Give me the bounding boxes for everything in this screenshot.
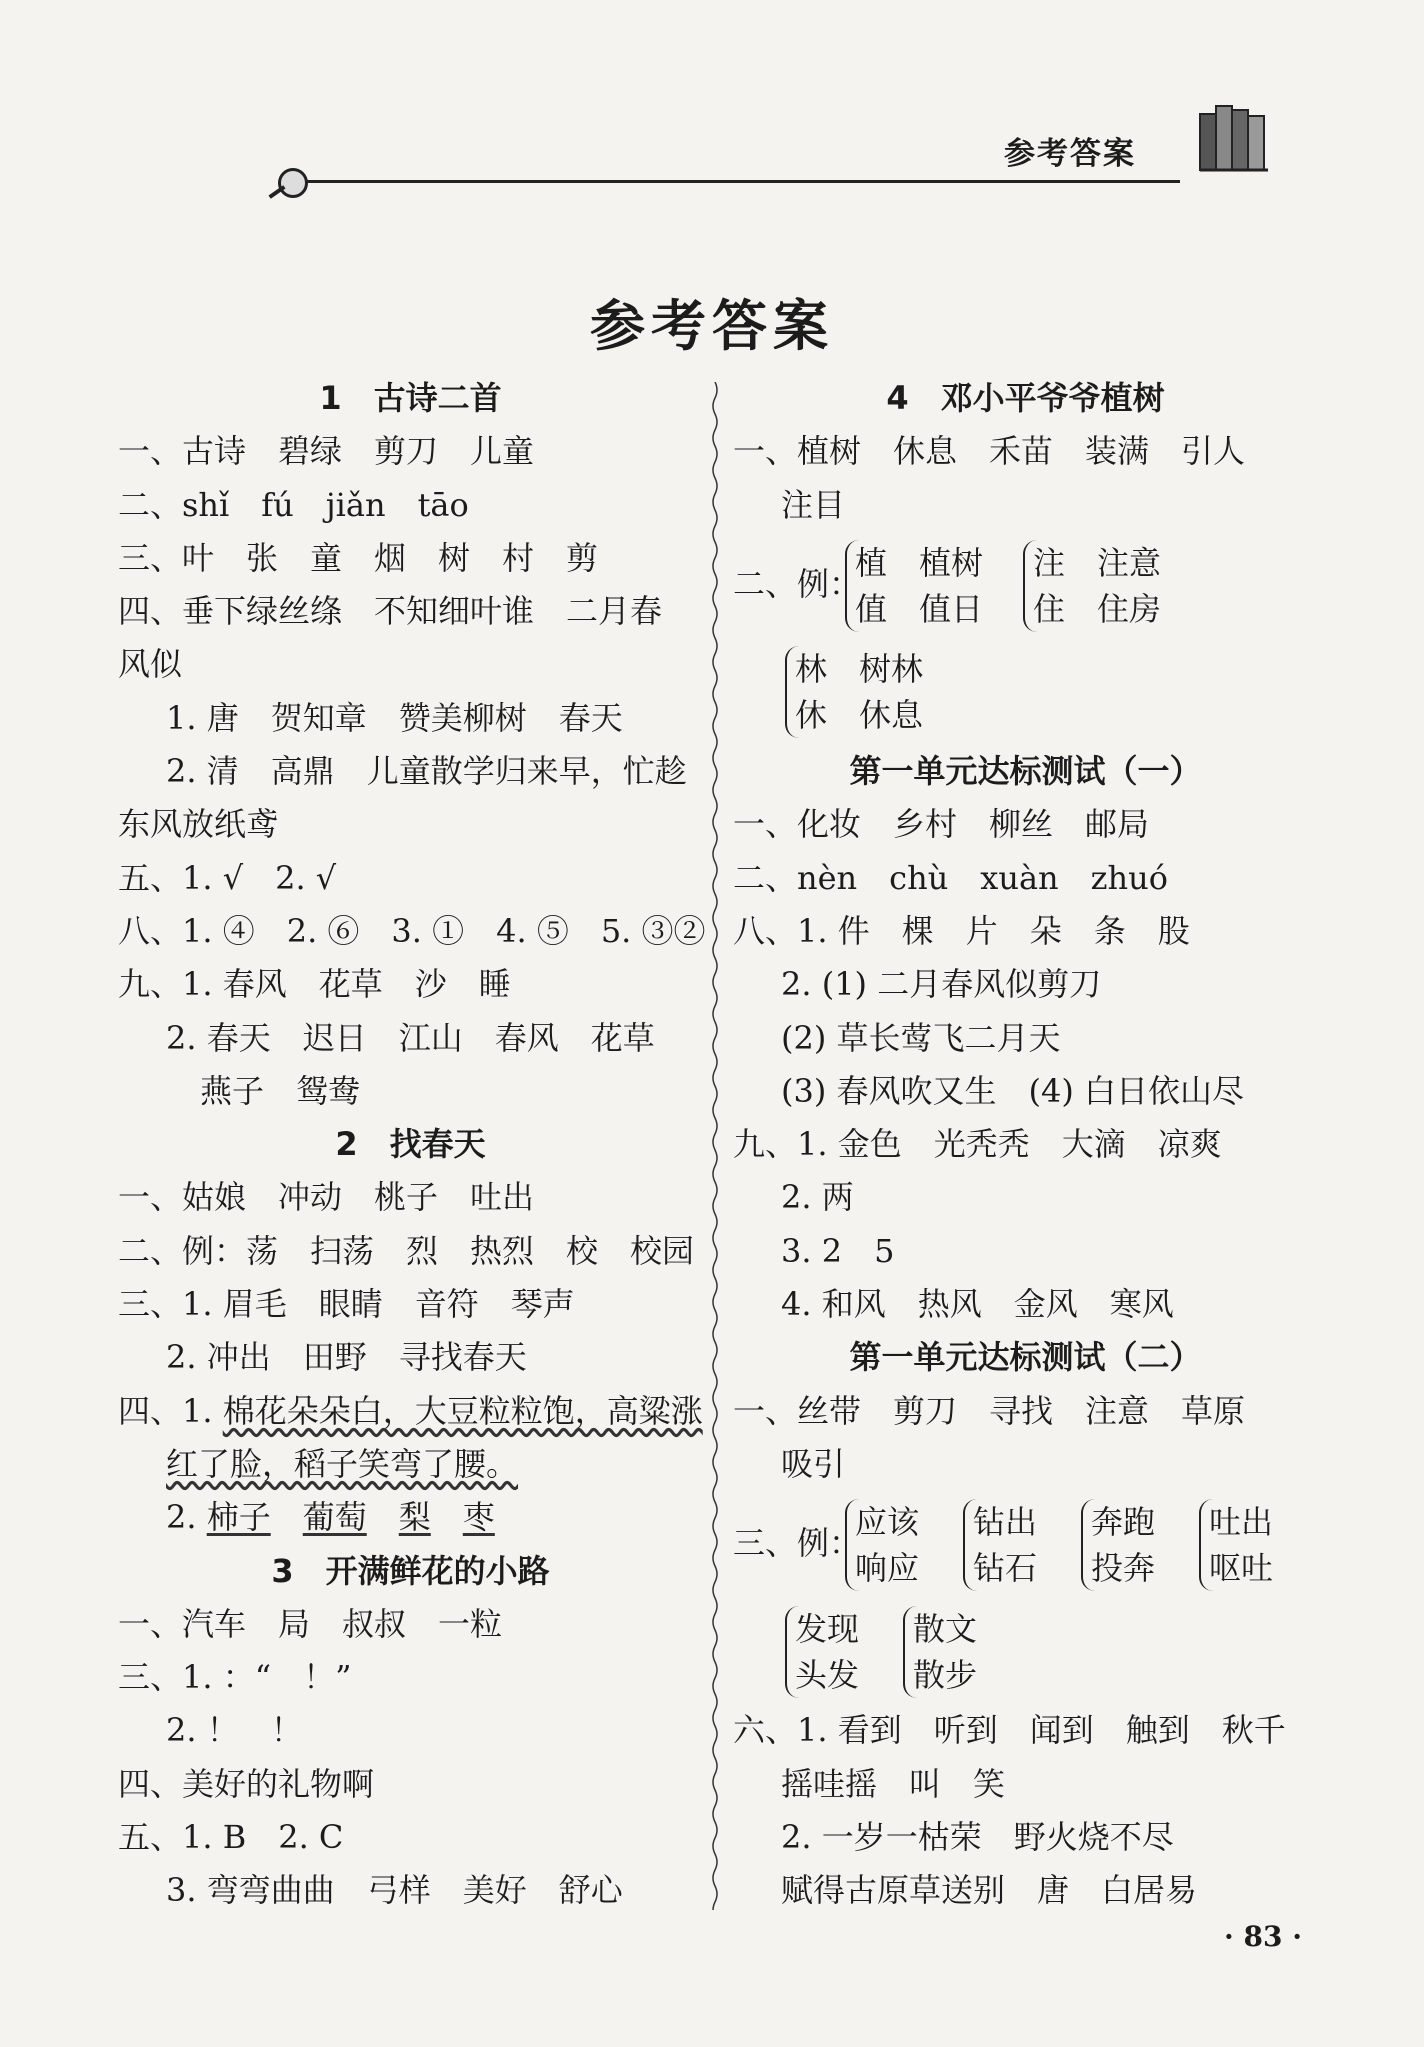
answer-line: (2) 草长莺飞二月天 [781, 1018, 1061, 1057]
brace-group [785, 646, 923, 738]
answer-line: 六、1. 看到 听到 闻到 触到 秋千 [733, 1711, 1286, 1750]
page-number: · 83 · [1224, 1920, 1302, 1953]
answer-line: 一、汽车 局 叔叔 一粒 [118, 1604, 503, 1643]
answer-line: 4. 和风 热风 金风 寒风 [781, 1285, 1174, 1324]
answer-line: 二、例：荡 扫荡 烈 热烈 校 校园 [118, 1231, 695, 1270]
brace-entry: 吐出 [1209, 1503, 1274, 1542]
brace-entry: 注 注意 [1033, 543, 1162, 582]
brace-entry: 响应 [855, 1549, 920, 1588]
answer-line: 1. 唐 贺知章 赞美柳树 春天 [166, 698, 623, 737]
item-number: 2. [166, 1498, 207, 1537]
lesson-heading: 3 开满鲜花的小路 [271, 1551, 550, 1590]
answer-line: 五、1. B 2. C [118, 1818, 344, 1857]
answer-line: 2. 春天 迟日 江山 春风 花草 [166, 1018, 655, 1057]
column-divider [710, 382, 720, 1910]
item-number: 四、1. [118, 1391, 223, 1430]
left-column [118, 372, 706, 1918]
header-rule [300, 180, 1180, 183]
answer-line [118, 1438, 703, 1491]
answer-line: 八、1. ④ 2. ⑥ 3. ① 4. ⑤ 5. ③② [118, 911, 706, 950]
lesson-heading: 4 邓小平爷爷植树 [886, 379, 1165, 417]
brace-entry: 投奔 [1091, 1549, 1156, 1588]
brace-group [1199, 1499, 1273, 1591]
brace-group [845, 540, 983, 632]
brace-entry: 散步 [913, 1655, 978, 1694]
answer-line: 吸引 [781, 1444, 846, 1483]
brace-group [785, 1606, 859, 1698]
item-number: 二、例： [733, 564, 862, 603]
brace-group [963, 1499, 1037, 1591]
underlined-answer: 葡萄 [302, 1498, 367, 1537]
brace-entry: 钻石 [973, 1549, 1038, 1588]
answer-line: 注目 [781, 485, 846, 524]
answer-line: 三、1. 眉毛 眼睛 音符 琴声 [118, 1285, 575, 1324]
underlined-answer: 枣 [462, 1498, 495, 1537]
answer-line: 2. 两 [781, 1178, 854, 1217]
brace-answer-block [733, 638, 1318, 745]
brace-entry: 值 值日 [855, 589, 984, 628]
answer-line: 四、美好的礼物啊 [118, 1764, 375, 1803]
answer-line: 2. 清 高鼎 儿童散学归来早，忙趁 [166, 752, 687, 791]
answer-line: 2. 一岁一枯荣 野火烧不尽 [781, 1818, 1174, 1857]
brace-entry: 林 树林 [795, 650, 924, 689]
answer-line: (3) 春风吹又生 (4) 白日依山尽 [781, 1071, 1245, 1110]
lesson-heading: 2 找春天 [335, 1125, 486, 1164]
answer-line: 2. 冲出 田野 寻找春天 [166, 1338, 527, 1377]
lesson-heading: 1 古诗二首 [319, 379, 502, 417]
answer-line: 三、叶 张 童 烟 树 村 剪 [118, 538, 599, 577]
answer-line: 东风放纸鸢 [118, 805, 279, 844]
brace-answer-block [733, 1598, 1318, 1705]
brace-entry: 应该 [855, 1503, 920, 1542]
brace-entry: 钻出 [973, 1503, 1038, 1542]
books-icon [1196, 100, 1274, 178]
answer-line: 一、古诗 碧绿 剪刀 儿童 [118, 432, 535, 471]
answer-line: 一、姑娘 冲动 桃子 吐出 [118, 1178, 535, 1217]
answer-line: 五、1. √ 2. √ [118, 858, 337, 897]
wavy-underlined-answer: 红了脸，稻子笑弯了腰。 [166, 1444, 519, 1483]
answer-line: 2. (1) 二月春风似剪刀 [781, 965, 1102, 1004]
brace-entry: 散文 [913, 1609, 978, 1648]
page-title: 参考答案 [589, 294, 834, 358]
running-header: 参考答案 [1004, 136, 1136, 172]
answer-line: 风似 [118, 645, 183, 684]
answer-line [118, 1385, 703, 1438]
brace-entry: 呕吐 [1209, 1549, 1274, 1588]
brace-answer-block [733, 532, 1318, 639]
brace-entry: 发现 [795, 1609, 860, 1648]
answer-line: 2. ！ ！ [166, 1711, 303, 1750]
magnifier-icon [278, 168, 308, 198]
answer-line: 燕子 鸳鸯 [200, 1071, 361, 1110]
answer-line: 一、丝带 剪刀 寻找 注意 草原 [733, 1391, 1246, 1430]
underlined-answer: 梨 [398, 1498, 431, 1537]
wavy-underlined-answer: 棉花朵朵白，大豆粒粒饱，高粱涨 [222, 1391, 703, 1430]
brace-group [845, 1499, 919, 1591]
answer-line: 三、1. ：“ ！” [118, 1658, 352, 1697]
brace-entry: 植 植树 [855, 543, 984, 582]
brace-entry: 奔跑 [1091, 1503, 1156, 1542]
answer-line: 四、垂下绿丝绦 不知细叶谁 二月春 [118, 592, 663, 631]
brace-answer-block [733, 1491, 1318, 1598]
brace-group [1023, 540, 1161, 632]
answer-line: 一、化妆 乡村 柳丝 邮局 [733, 805, 1150, 844]
answer-line: 二、shǐ fú jiǎn tāo [118, 485, 469, 524]
answer-line [118, 1491, 703, 1544]
answer-line: 3. 2 5 [781, 1231, 895, 1270]
brace-entry: 头发 [795, 1655, 860, 1694]
answer-line: 九、1. 春风 花草 沙 睡 [118, 965, 511, 1004]
brace-entry: 住 住房 [1033, 589, 1162, 628]
answer-line: 九、1. 金色 光秃秃 大滴 凉爽 [733, 1125, 1222, 1164]
answer-line: 赋得古原草送别 唐 白居易 [781, 1871, 1198, 1910]
right-column [733, 372, 1318, 1918]
brace-group [903, 1606, 977, 1698]
test-heading: 第一单元达标测试（一） [849, 752, 1202, 791]
answer-line: 一、植树 休息 禾苗 装满 引人 [733, 432, 1246, 471]
brace-group [1081, 1499, 1155, 1591]
answer-line: 摇哇摇 叫 笑 [781, 1764, 1006, 1803]
answer-line: 3. 弯弯曲曲 弓样 美好 舒心 [166, 1871, 623, 1910]
answer-line: 八、1. 件 棵 片 朵 条 股 [733, 911, 1190, 950]
item-number: 三、例： [733, 1524, 862, 1563]
brace-entry: 休 休息 [795, 696, 924, 735]
answer-line: 二、nèn chù xuàn zhuó [733, 858, 1168, 897]
underlined-answer: 柿子 [206, 1498, 271, 1537]
test-heading: 第一单元达标测试（二） [849, 1338, 1202, 1377]
